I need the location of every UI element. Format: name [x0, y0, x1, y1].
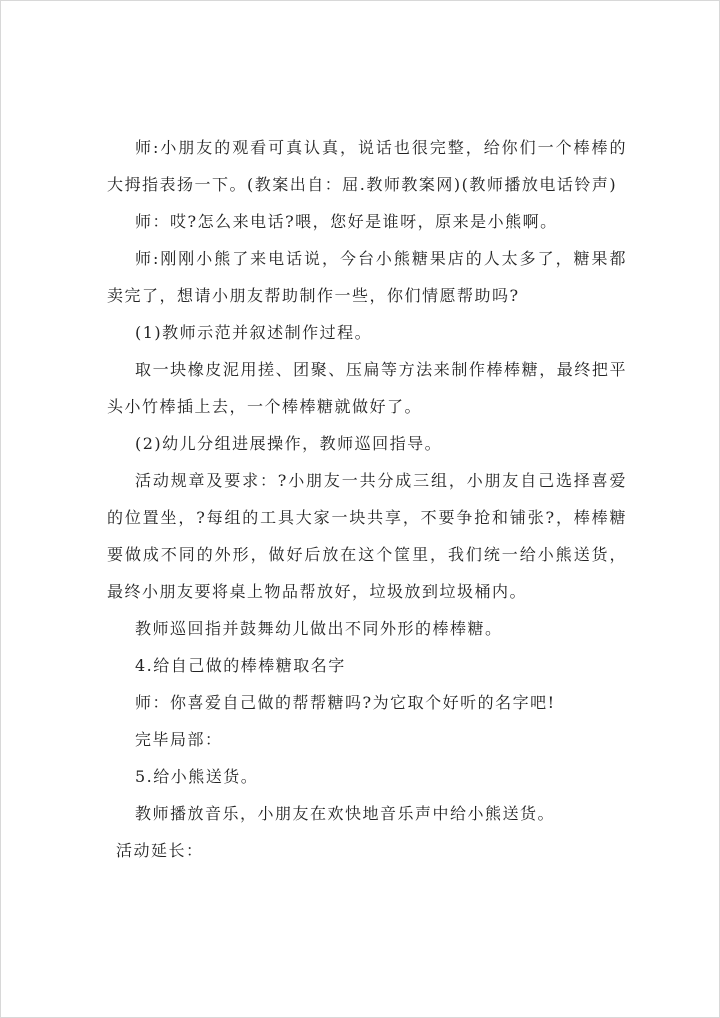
paragraph-section-5: 5.给小熊送货。 [135, 767, 259, 786]
paragraph-bear-request: 师:刚刚小熊了来电话说，今台小熊糖果店的人太多了，糖果都卖完了，想请小朋友帮助制作一些，你们情愿帮助吗? [107, 249, 627, 305]
paragraph-naming: 师：你喜爱自己做的帮帮糖吗?为它取个好听的名字吧! [135, 693, 556, 712]
document-body [107, 129, 627, 869]
paragraph-teacher-guidance: 教师巡回指并鼓舞幼儿做出不同外形的棒棒糖。 [135, 619, 503, 638]
paragraph-phone-call: 师：哎?怎么来电话?喂，您好是谁呀，原来是小熊啊。 [135, 212, 558, 231]
paragraph-activity-rules: 活动规章及要求：?小朋友一共分成三组，小朋友自己选择喜爱的位置坐，?每组的工具大家一块共享，不要争抢和铺张?，棒棒糖要做成不同的外形，做好后放在这个筐里，我们统一给小熊送货，最终小朋友要将桌上物品帮放好，垃圾放到垃圾桶内。 [107, 471, 627, 601]
paragraph-step-1: (1)教师示范并叙述制作过程。 [135, 323, 373, 342]
paragraph-teacher-praise: 师:小朋友的观看可真认真，说话也很完整，给你们一个棒棒的大拇指表扬一下。(教案出自：屈.教师教案网)(教师播放电话铃声) [107, 138, 627, 194]
paragraph-ending-part: 完毕局部： [135, 730, 223, 749]
paragraph-activity-extension: 活动延长： [116, 841, 204, 860]
paragraph-step-2: (2)幼儿分组进展操作，教师巡回指导。 [135, 434, 443, 453]
paragraph-section-4: 4.给自己做的棒棒糖取名字 [135, 656, 346, 675]
paragraph-delivery-music: 教师播放音乐，小朋友在欢快地音乐声中给小熊送货。 [135, 804, 556, 823]
paragraph-making-method: 取一块橡皮泥用搓、团聚、压扁等方法来制作棒棒糖，最终把平头小竹棒插上去，一个棒棒糖就做好了。 [107, 360, 627, 416]
